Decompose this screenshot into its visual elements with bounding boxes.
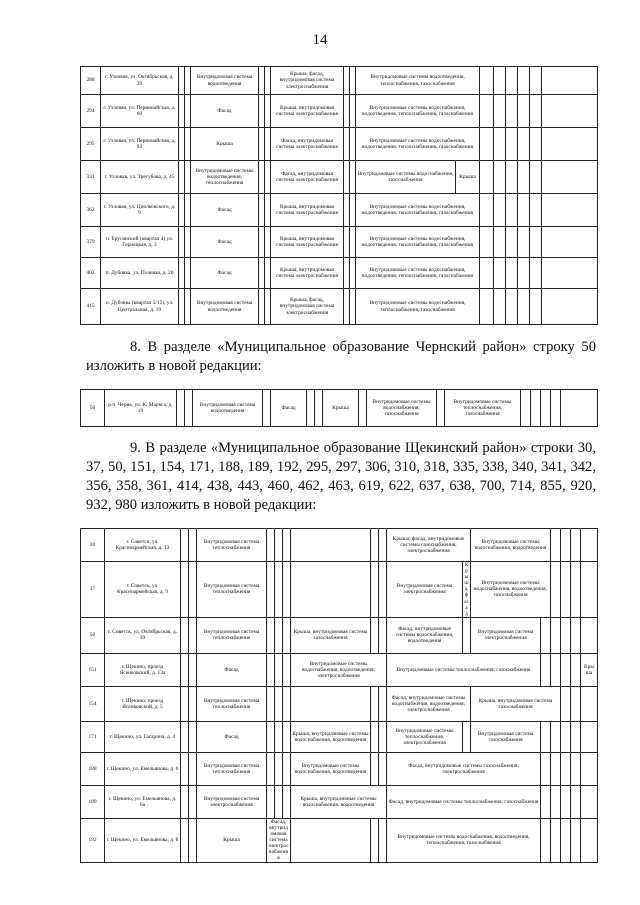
row-number: 331 <box>81 161 101 194</box>
work-cell: Крыша, фасад, внутридомовая система электроснабжения <box>271 67 344 95</box>
work-cell: Внутридомовые системы водоснабжения, газоснабжения <box>367 390 437 427</box>
table-row <box>81 227 598 258</box>
row-number: 362 <box>81 194 101 227</box>
row-number: 379 <box>81 227 101 258</box>
address: г. Щекино, ул. Емельянова, д. 6а <box>105 785 181 818</box>
address: г. Узловая, ул. Трегубова, д. 45 <box>101 161 179 194</box>
address: г. Узловая, ул. Октябрьская, д. 39 <box>101 67 179 95</box>
row-number: 192 <box>81 818 105 862</box>
table-row <box>81 161 598 194</box>
address: г. Узловая, ул. Циолковского, д. 9 <box>101 194 179 227</box>
work-cell: Внутридомовые системы водоснабжения, водоотведения, электроснабжения <box>291 653 387 686</box>
work-cell: Внутридомовые системы водоснабжения, теплоснабжения, газоснабжения <box>356 289 480 325</box>
work-cell: Фасад, внутридомовая система электроснабжения <box>271 128 344 161</box>
row-number: 295 <box>81 128 101 161</box>
table-row <box>81 818 598 862</box>
row-number: 415 <box>81 289 101 325</box>
work-cell: Фасад <box>271 390 307 427</box>
work-cell: Внутридомовая система газоснабжения <box>471 721 541 752</box>
work-cell: Внутридомовая система водоотведения <box>191 289 259 325</box>
table-row <box>81 617 598 653</box>
work-cell: Фасад <box>191 194 259 227</box>
row-number: 50 <box>81 390 105 427</box>
work-cell: Внутридомовая система теплоснабжения <box>197 686 267 721</box>
table-row <box>81 653 598 686</box>
address: г. Узловая, ул. Первомайская, д. 60 <box>101 95 179 128</box>
address: г. Щекино, ул. Емельянова, д. 8 <box>105 818 181 862</box>
row-number: 188 <box>81 752 105 785</box>
work-cell: Внутридомовая система электроснабжения <box>471 617 541 653</box>
address: г. Советск, ул. Красноармейская, д. 9 <box>105 562 181 618</box>
table-row <box>81 289 598 325</box>
work-cell: Фасад, внутридомовые системы теплоснабжения, газоснабжения <box>387 785 541 818</box>
work-cell: Внутридомовые системы водоотведения, теплоснабжения, газоснабжения <box>356 67 480 95</box>
work-cell: Внутридомовая система электроснабжения <box>197 785 267 818</box>
address: г. Щекино, проезд Ясенковский, д. 5 <box>105 686 181 721</box>
table-row <box>81 390 598 427</box>
work-cell: Крыша, фасад <box>464 562 469 617</box>
address: г. Щекино, ул. Емельянова, д. 6 <box>105 752 181 785</box>
work-cell: Внутридомовая система теплоснабжения <box>197 617 267 653</box>
table-row <box>81 752 598 785</box>
work-cell: Фасад <box>191 95 259 128</box>
work-cell: Крыша, внутридомовая система электроснабжения <box>271 227 344 258</box>
work-cell: Крыша, внутридомовая система электроснабжения <box>271 258 344 289</box>
work-cell: Внутридомовые системы водоснабжения, водоотведения <box>291 752 371 785</box>
work-cell: Фасад, внутридомовая система электроснабжения <box>271 161 344 194</box>
work-cell: Внутридомовые системы водоотведения, теплоснабжения <box>191 161 259 194</box>
work-cell: Внутридомовые системы водоснабжения, водоотведения, теплоснабжения, газоснабжения <box>356 95 480 128</box>
work-cell: Внутридомовая система электроснабжения <box>387 562 463 618</box>
table-uzlovaya <box>80 66 598 325</box>
row-number: 37 <box>81 562 105 618</box>
row-number: 288 <box>81 67 101 95</box>
work-cell: Фасад <box>191 227 259 258</box>
work-cell: Фасад <box>191 258 259 289</box>
work-cell: Фасад, внутридомовые системы водоснабжения, водоотведения, электроснабжения <box>387 686 471 721</box>
table-row <box>81 686 598 721</box>
work-cell: Фасад, внутридомовые системы газоснабжения, электроснабжения <box>387 752 541 785</box>
row-number: 402 <box>81 258 101 289</box>
row-number: 294 <box>81 95 101 128</box>
work-cell: Внутридомовые системы водоснабжения, газоснабжения <box>356 161 456 194</box>
row-number: 151 <box>81 653 105 686</box>
work-cell: Внутридомовые системы водоснабжения, водоотведения <box>471 529 551 562</box>
table-chern <box>80 389 598 427</box>
table-row <box>81 95 598 128</box>
work-cell: Крыша, внутридомовая система электроснабжения <box>271 95 344 128</box>
work-cell: Фасад, внутридомовые системы водоснабжения, водоотведения <box>387 617 463 653</box>
work-cell: Фасад <box>197 653 267 686</box>
work-cell: Фасад <box>197 721 267 752</box>
work-cell: Внутридомовые системы водоснабжения, водоотведения, теплоснабжения, газоснабжения <box>356 258 480 289</box>
address: п. Брусянский (квартал 4) ул. Горняцкая, д. 3 <box>101 227 179 258</box>
table-row <box>81 258 598 289</box>
work-cell: Внутридомовая система теплоснабжения <box>197 752 267 785</box>
address: г. Советск, ул. Октябрьская, д. 39 <box>105 617 181 653</box>
work-cell: Крыша, внутридомовая система газоснабжения <box>291 617 371 653</box>
work-cell: Внутридомовые системы теплоснабжения, газоснабжения <box>387 653 541 686</box>
work-cell: Внутридомовая система водоотведения <box>193 390 263 427</box>
row-number: 50 <box>81 617 105 653</box>
address: г. Щекино, проезд Ясенковский, д. 13а <box>105 653 181 686</box>
table-row <box>81 562 598 618</box>
table-row <box>81 128 598 161</box>
work-cell: Внутридомовая система теплоснабжения <box>197 529 267 562</box>
work-cell: Внутридомовые системы теплоснабжения, электроснабжения <box>387 721 463 752</box>
work-cell: Внутридомовая система теплоснабжения <box>197 562 267 618</box>
work-cell: Внутридомовые системы водоснабжения, водоотведения, теплоснабжения, газоснабжения <box>387 818 541 862</box>
address: п. Дубовка (квартал 5/15), ул. Центральная, д. 19 <box>101 289 179 325</box>
work-cell: Крыша, фасад, внутридомовая система электроснабжения <box>271 289 344 325</box>
work-cell: Крыша, внутридомовые системы водоснабжения, водоотведения <box>291 721 371 752</box>
page-number: 14 <box>312 32 328 48</box>
work-cell: Крыша, фасад, внутридомовые системы газоснабжения, электроснабжения <box>387 529 471 562</box>
work-cell: Внутридомовые системы теплоснабжения, газоснабжения <box>445 390 521 427</box>
table-shchekino <box>80 528 598 863</box>
row-number: 154 <box>81 686 105 721</box>
row-number: 171 <box>81 721 105 752</box>
work-cell: Крыша <box>197 818 267 862</box>
work-cell: Внутридомовые системы водоснабжения, водоотведения, газоснабжения <box>471 562 551 618</box>
table-row <box>81 529 598 562</box>
row-number: 189 <box>81 785 105 818</box>
work-cell: Крыша <box>456 161 480 194</box>
work-cell: Внутридомовые системы водоснабжения, водоотведения, теплоснабжения, газоснабжения <box>356 227 480 258</box>
address: г. Щекино, ул. Гагарина, д. 4 <box>105 721 181 752</box>
work-cell: Крыша, внутридомовые системы водоснабжения, водоотведения <box>291 785 387 818</box>
work-cell: Крыша <box>191 128 259 161</box>
paragraph-9: 9. В разделе «Муниципальное образование Щекинский район» строки 30, 37, 50, 151, 154, 171, 188, 189, 192, 295, 297, 306, 310, 318, 335, 338, 340, 341, 342, 356, 358, 361, 414, 438, 443, 460, 462, 463, 619, 622, 637, 638, 700, 714, 855, 920, 932, 980 изложить в новой редакции: <box>86 440 596 513</box>
address: р.п. Чернь, ул. К. Маркса, д. 19 <box>105 390 177 427</box>
address: г. Советск, ул. Красноармейская, д. 13 <box>105 529 181 562</box>
table-row <box>81 67 598 95</box>
work-cell: Внутридомовая система водоотведения <box>191 67 259 95</box>
work-cell: Крыша <box>581 653 598 686</box>
table-row <box>81 785 598 818</box>
paragraph-8: 8. В разделе «Муниципальное образование Чернский район» строку 50 изложить в новой редакции: <box>86 339 596 374</box>
work-cell: Крыша, внутридомовая система электроснабжения <box>271 194 344 227</box>
row-number: 30 <box>81 529 105 562</box>
table-row <box>81 194 598 227</box>
address: г. Узловая, ул. Первомайская, д. 93 <box>101 128 179 161</box>
table-row <box>81 721 598 752</box>
work-cell: Внутридомовые системы водоснабжения, водоотведения, теплоснабжения, газоснабжения <box>356 194 480 227</box>
address: п. Дубовка, ул. Полевая, д. 20 <box>101 258 179 289</box>
work-cell: Внутридомовые системы водоснабжения, водоотведения, теплоснабжения, газоснабжения <box>356 128 480 161</box>
work-cell: Крыша <box>323 390 359 427</box>
work-cell: Фасад, внутридомовая система электроснабжения <box>268 818 289 862</box>
work-cell: Крыша, внутридомовая система газоснабжения <box>471 686 561 721</box>
